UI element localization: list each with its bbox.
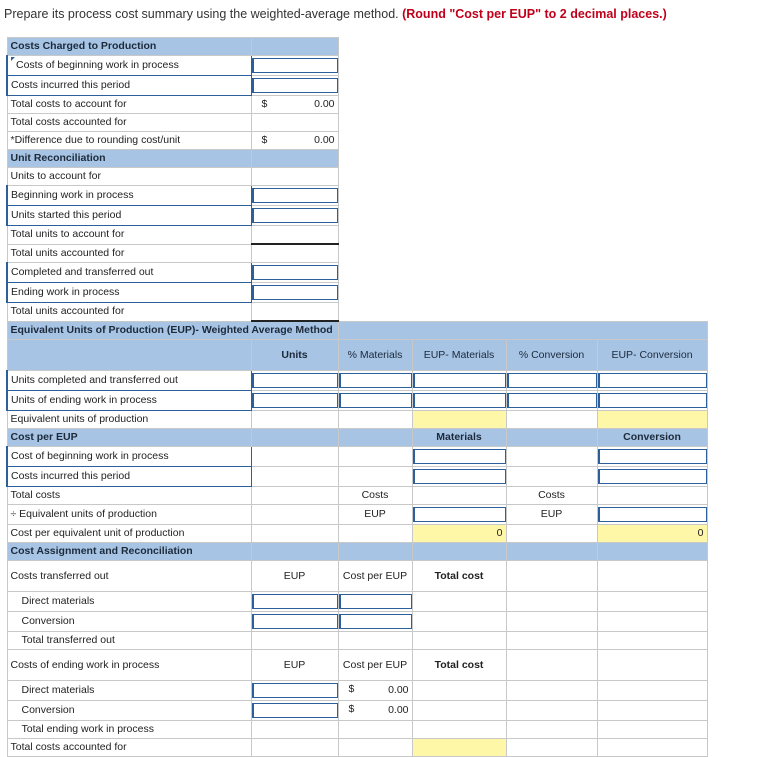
label-input-units-started[interactable]: Units started this period (7, 206, 251, 226)
units-started-input[interactable] (252, 208, 338, 223)
column-header-conversion: Conversion (597, 429, 707, 447)
table-row (7, 543, 707, 561)
table-row: *Difference due to rounding cost/unit $ 0.00 (7, 132, 707, 150)
table-row (7, 321, 707, 340)
table-row (7, 206, 707, 226)
eup-ending-conversion-input[interactable] (598, 393, 707, 408)
cpe-beginning-conversion-input[interactable] (598, 449, 707, 464)
column-header-eup-materials: EUP- Materials (412, 340, 506, 371)
table-row (7, 76, 707, 96)
transferred-dm-eup-input[interactable] (252, 594, 338, 609)
process-cost-summary-table (6, 37, 708, 757)
rounding-instruction: (Round "Cost per EUP" to 2 decimal places.) (402, 7, 667, 21)
ending-conv-cost-per-eup: $ 0.00 (338, 701, 412, 721)
table-row: Total costs Costs Costs (7, 487, 707, 505)
total-costs-to-account-value: $ 0.00 (251, 96, 338, 114)
table-row: Units to account for (7, 168, 707, 186)
label-input-eup-ending[interactable]: Units of ending work in process (7, 391, 251, 411)
ending-conv-eup-input[interactable] (252, 703, 338, 718)
column-header-units: Units (251, 340, 338, 371)
transferred-conv-eup-input[interactable] (252, 614, 338, 629)
table-row: Direct materials (7, 592, 707, 612)
eup-conversion-total (597, 411, 707, 429)
label-input-cpe-incurred[interactable]: Costs incurred this period (7, 467, 251, 487)
beginning-wip-units-input[interactable] (252, 188, 338, 203)
table-row: Costs transferred out EUP Cost per EUP Total cost (7, 561, 707, 592)
label-input-costs-incurred[interactable]: Costs incurred this period (7, 76, 251, 96)
table-row: Equivalent units of production (7, 411, 707, 429)
completed-transferred-units-input[interactable] (252, 265, 338, 280)
table-row (7, 150, 707, 168)
table-row: Total transferred out (7, 632, 707, 650)
column-header-eup-conversion: EUP- Conversion (597, 340, 707, 371)
table-row (7, 371, 707, 391)
section-header-eup: Equivalent Units of Production (EUP)- Weighted Average Method (7, 321, 338, 340)
table-row (7, 263, 707, 283)
table-row: Cost per equivalent unit of production 0 0 (7, 525, 707, 543)
table-row (7, 467, 707, 487)
transferred-conv-cost-per-eup-input[interactable] (339, 614, 412, 629)
table-row: Total units to account for (7, 226, 707, 245)
section-header-cost-per-eup: Cost per EUP (7, 429, 251, 447)
table-row: Total units accounted for (7, 303, 707, 322)
table-row (7, 429, 707, 447)
cpe-eup-conversion-input[interactable] (598, 507, 707, 522)
table-row: Total ending work in process (7, 721, 707, 739)
label-input-completed-transferred[interactable]: Completed and transferred out (7, 263, 251, 283)
eup-completed-materials-input[interactable] (413, 373, 506, 388)
column-header-materials: Materials (412, 429, 506, 447)
table-row (7, 38, 707, 56)
section-header-unit-reconciliation: Unit Reconciliation (7, 150, 251, 168)
table-row (7, 186, 707, 206)
table-row: Total costs to account for $ 0.00 (7, 96, 707, 114)
eup-completed-pct-conversion-input[interactable] (507, 373, 597, 388)
eup-ending-units-input[interactable] (252, 393, 338, 408)
eup-ending-pct-materials-input[interactable] (339, 393, 412, 408)
input-marker-icon (11, 57, 15, 61)
table-row (7, 447, 707, 467)
column-header-pct-materials: % Materials (338, 340, 412, 371)
ending-dm-eup-input[interactable] (252, 683, 338, 698)
eup-materials-total (412, 411, 506, 429)
section-header-cost-assignment: Cost Assignment and Reconciliation (7, 543, 251, 561)
ending-dm-cost-per-eup: $ 0.00 (338, 681, 412, 701)
table-row: Costs of ending work in process EUP Cost per EUP Total cost (7, 650, 707, 681)
cpe-eup-materials-input[interactable] (413, 507, 506, 522)
eup-completed-pct-materials-input[interactable] (339, 373, 412, 388)
costs-incurred-input[interactable] (252, 78, 338, 93)
eup-completed-units-input[interactable] (252, 373, 338, 388)
label-input-beginning-wip-cost[interactable]: Costs of beginning work in process (7, 56, 251, 76)
table-row (7, 391, 707, 411)
cost-per-eup-conversion: 0 (597, 525, 707, 543)
instruction-text: Prepare its process cost summary using the weighted-average method. (Round "Cost per EUP" to 2 decimal places.) (4, 7, 667, 21)
section-header-costs-charged: Costs Charged to Production (7, 38, 251, 56)
eup-completed-conversion-input[interactable] (598, 373, 707, 388)
label-input-eup-completed[interactable]: Units completed and transferred out (7, 371, 251, 391)
cpe-incurred-conversion-input[interactable] (598, 469, 707, 484)
table-row: Conversion (7, 612, 707, 632)
eup-ending-pct-conversion-input[interactable] (507, 393, 597, 408)
table-row: Conversion $ 0.00 (7, 701, 707, 721)
table-row (7, 283, 707, 303)
label-input-beginning-wip-units[interactable]: Beginning work in process (7, 186, 251, 206)
table-row: Total units accounted for (7, 244, 707, 263)
cpe-incurred-materials-input[interactable] (413, 469, 506, 484)
table-row: Total costs accounted for (7, 739, 707, 757)
label-input-cpe-beginning[interactable]: Cost of beginning work in process (7, 447, 251, 467)
label-input-ending-wip-units[interactable]: Ending work in process (7, 283, 251, 303)
eup-column-header-row (7, 340, 707, 371)
beginning-wip-cost-input[interactable] (252, 58, 338, 73)
column-header-pct-conversion: % Conversion (506, 340, 597, 371)
transferred-dm-cost-per-eup-input[interactable] (339, 594, 412, 609)
table-row (7, 56, 707, 76)
table-row: Total costs accounted for (7, 114, 707, 132)
cpe-beginning-materials-input[interactable] (413, 449, 506, 464)
rounding-difference-value: $ 0.00 (251, 132, 338, 150)
eup-ending-materials-input[interactable] (413, 393, 506, 408)
total-costs-accounted-value (412, 739, 506, 757)
ending-wip-units-input[interactable] (252, 285, 338, 300)
table-row: Direct materials $ 0.00 (7, 681, 707, 701)
cost-per-eup-materials: 0 (412, 525, 506, 543)
table-row: ÷ Equivalent units of production EUP EUP (7, 505, 707, 525)
